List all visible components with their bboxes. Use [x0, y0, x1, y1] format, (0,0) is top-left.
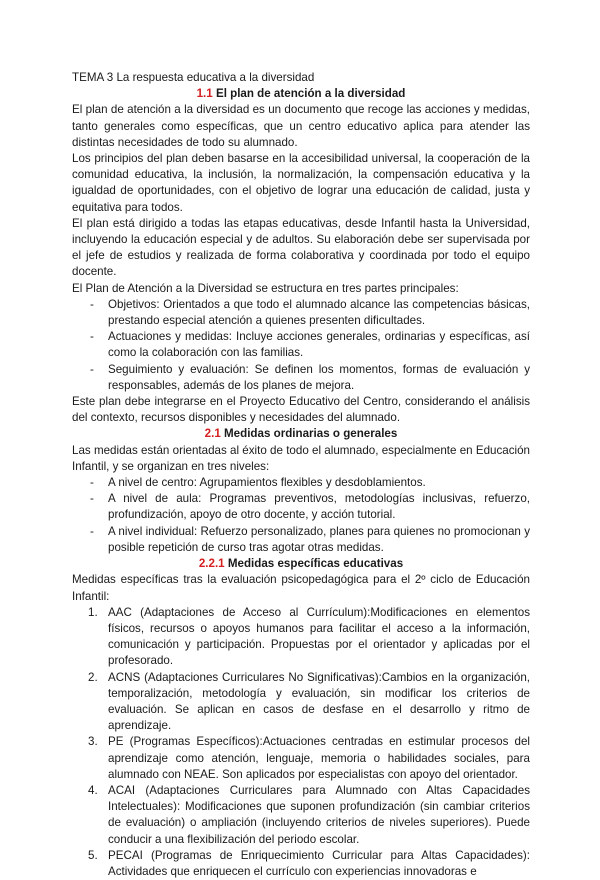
dash-bullet: - [90, 297, 94, 311]
dash-bullet: - [90, 476, 94, 490]
dash-bullet: - [90, 362, 94, 376]
list-item [72, 475, 530, 491]
item-number: 5. [88, 848, 98, 862]
paragraph: Medidas específicas tras la evaluación psicopedagógica para el 2º ciclo de Educación Infantil: [72, 573, 530, 603]
list-item-text: ACNS (Adaptaciones Curriculares No Significativas):Cambios en la organización, temporalización, metodología y evaluación, sin modificar los criterios de evaluación. Se aplican en casos de desfase en el desarrollo y ritmo de aprendizaje. [108, 670, 530, 733]
dash-bullet: - [90, 492, 94, 506]
list-item [72, 297, 530, 329]
topic-line: TEMA 3 La respuesta educativa a la diversidad [72, 71, 315, 84]
list-item-text: A nivel de centro: Agrupamientos flexibles y desdoblamientos. [108, 476, 426, 490]
list-item-text: ACAI (Adaptaciones Curriculares para Alumnado con Altas Capacidades Intelectuales): Modificaciones que suponen profundización (sin cambiar criterios de evaluación) o ampliación (incluyendo criterios de niveles superiores). Puede conducir a una flexibilización del periodo escolar. [108, 783, 530, 846]
paragraph: Este plan debe integrarse en el Proyecto Educativo del Centro, considerando el análisis del contexto, recursos disponibles y necesidades del alumnado. [72, 395, 530, 425]
paragraph: El Plan de Atención a la Diversidad se estructura en tres partes principales: [72, 281, 459, 295]
item-number: 3. [88, 735, 98, 749]
list-item-text: AAC (Adaptaciones de Acceso al Currículum):Modificaciones en elementos físicos, recursos o apoyos humanos para facilitar el acceso a la información, comunicación y participación. Propuestas por el orientador y aplicadas por el profesorado. [108, 605, 530, 668]
section-number: 1.1 [196, 87, 213, 101]
paragraph: El plan está dirigido a todas las etapas educativas, desde Infantil hasta la Universidad, incluyendo la educación especial y de adultos. Su elaboración debe ser supervisada por el jefe de estudios y realizada de forma colaborativa y coordinada por todo el equipo docente. [72, 216, 530, 279]
section-title: Medidas específicas educativas [224, 557, 404, 571]
plan-parts-list [72, 297, 530, 394]
document-page [72, 70, 530, 880]
levels-list [72, 475, 530, 556]
section-heading-1-1 [72, 86, 530, 102]
section-title: El plan de atención a la diversidad [212, 87, 406, 101]
list-item [72, 783, 530, 848]
list-item-text: PE (Programas Específicos):Actuaciones centradas en estimular procesos del aprendizaje como atención, lenguaje, memoria o habilidades sociales, para alumnado con NEAE. Son aplicados por especialistas con apoyo del orientador. [108, 735, 530, 781]
list-item [72, 524, 530, 556]
list-item [72, 734, 530, 783]
list-item-text: Actuaciones y medidas: Incluye acciones generales, ordinarias y específicas, así como la colaboración con las familias. [108, 330, 530, 360]
paragraph: Los principios del plan deben basarse en la accesibilidad universal, la cooperación de la comunidad educativa, la inclusión, la normalización, la compensación educativa y la igualdad de oportunidades, con el objetivo de lograr una educación de calidad, justa y equitativa para todos. [72, 152, 530, 214]
list-item [72, 605, 530, 670]
list-item-text: Seguimiento y evaluación: Se definen los momentos, formas de evaluación y responsables, además de los planes de mejora. [108, 362, 530, 392]
item-number: 4. [88, 783, 98, 797]
dash-bullet: - [90, 330, 94, 344]
list-item-text: PECAI (Programas de Enriquecimiento Curricular para Altas Capacidades): Actividades que enriquecen el currículo con experiencias innovadoras e [108, 848, 530, 878]
section-title: Medidas ordinarias o generales [220, 427, 398, 441]
list-item [72, 329, 530, 361]
specific-measures-list [72, 605, 530, 880]
list-item [72, 848, 530, 880]
dash-bullet: - [90, 524, 94, 538]
list-item [72, 491, 530, 523]
list-item-text: A nivel individual: Refuerzo personalizado, planes para quienes no promocionan y posible repetición de curso tras agotar otras medidas. [108, 524, 530, 554]
section-number: 2.2.1 [198, 557, 225, 571]
list-item-text: A nivel de aula: Programas preventivos, metodologías inclusivas, refuerzo, profundización, apoyo de otro docente, y acción tutorial. [108, 492, 530, 522]
list-item-text: Objetivos: Orientados a que todo el alumnado alcance las competencias básicas, prestando especial atención a quienes presenten dificultades. [108, 297, 530, 328]
section-number: 2.1 [204, 427, 221, 441]
item-number: 2. [88, 670, 98, 684]
item-number: 1. [88, 605, 98, 619]
list-item [72, 362, 530, 394]
paragraph: Las medidas están orientadas al éxito de todo el alumnado, especialmente en Educación Infantil, y se organizan en tres niveles: [72, 443, 530, 473]
paragraph: El plan de atención a la diversidad es un documento que recoge las acciones y medidas, tanto generales como específicas, que un centro educativo aplica para atender las distintas necesidades de todo su alumnado. [72, 103, 530, 149]
section-heading-2-1 [72, 426, 530, 442]
section-heading-2-2-1 [72, 556, 530, 572]
list-item [72, 670, 530, 735]
